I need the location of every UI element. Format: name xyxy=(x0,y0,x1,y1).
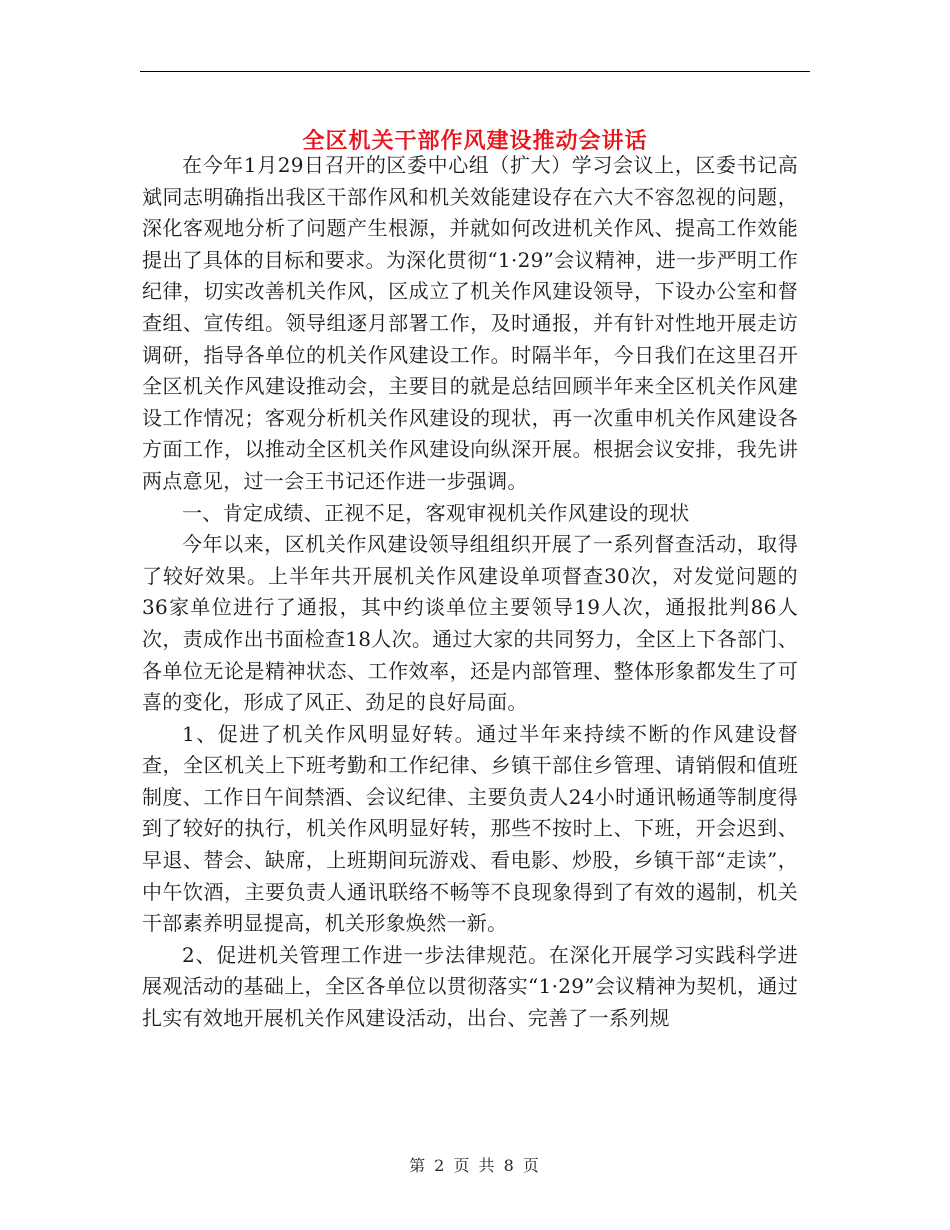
document-title: 全区机关干部作风建设推动会讲话 xyxy=(302,127,648,154)
paragraph-1: 在今年1月29日召开的区委中心组（扩大）学习会议上，区委书记高斌同志明确指出我区干部作风和机关效能建设存在六大不容忽视的问题，深化客观地分析了问题产生根源，并就如何改进机关作风、提高工作效能提出了具体的目标和要求。为深化贯彻“1·29”会议精神，进一步严明工作纪律，切实改善机关作风，区成立了机关作风建设领导，下设办公室和督查组、宣传组。领导组逐月部署工作，及时通报，并有针对性地开展走访调研，指导各单位的机关作风建设工作。时隔半年，今日我们在这里召开全区机关作风建设推动会，主要目的就是总结回顾半年来全区机关作风建设工作情况；客观分析机关作风建设的现状，再一次重申机关作风建设各方面工作，以推动全区机关作风建设向纵深开展。根据会议安排，我先讲两点意见，过一会王书记还作进一步强调。 xyxy=(142,153,798,493)
section-heading-1: 一、肯定成绩、正视不足，客观审视机关作风建设的现状 xyxy=(182,500,690,525)
paragraph-4: 2、促进机关管理工作进一步法律规范。在深化开展学习实践科学进展观活动的基础上，全区各单位以贯彻落实“1·29”会议精神为契机，通过扎实有效地开展机关作风建设活动，出台、完善了一系列规 xyxy=(142,942,798,1031)
header-rule xyxy=(140,71,810,72)
paragraph-2: 今年以来，区机关作风建设领导组组织开展了一系列督查活动，取得了较好效果。上半年共开展机关作风建设单项督查30次，对发觉问题的36家单位进行了通报，其中约谈单位主要领导19人次，通报批判86人次，责成作出书面检查18人次。通过大家的共同努力，全区上下各部门、各单位无论是精神状态、工作效率，还是内部管理、整体形象都发生了可喜的变化，形成了风正、劲足的良好局面。 xyxy=(142,532,798,715)
paragraph-3: 1、促进了机关作风明显好转。通过半年来持续不断的作风建设督查，全区机关上下班考勤和工作纪律、乡镇干部住乡管理、请销假和值班制度、工作日午间禁酒、会议纪律、主要负责人24小时通讯畅通等制度得到了较好的执行，机关作风明显好转，那些不按时上、下班，开会迟到、早退、替会、缺席，上班期间玩游戏、看电影、炒股，乡镇干部“走读”，中午饮酒，主要负责人通讯联络不畅等不良现象得到了有效的遏制，机关干部素养明显提高，机关形象焕然一新。 xyxy=(142,721,798,936)
document-body xyxy=(142,150,798,1035)
page-number: 第 2 页 共 8 页 xyxy=(409,1156,541,1175)
